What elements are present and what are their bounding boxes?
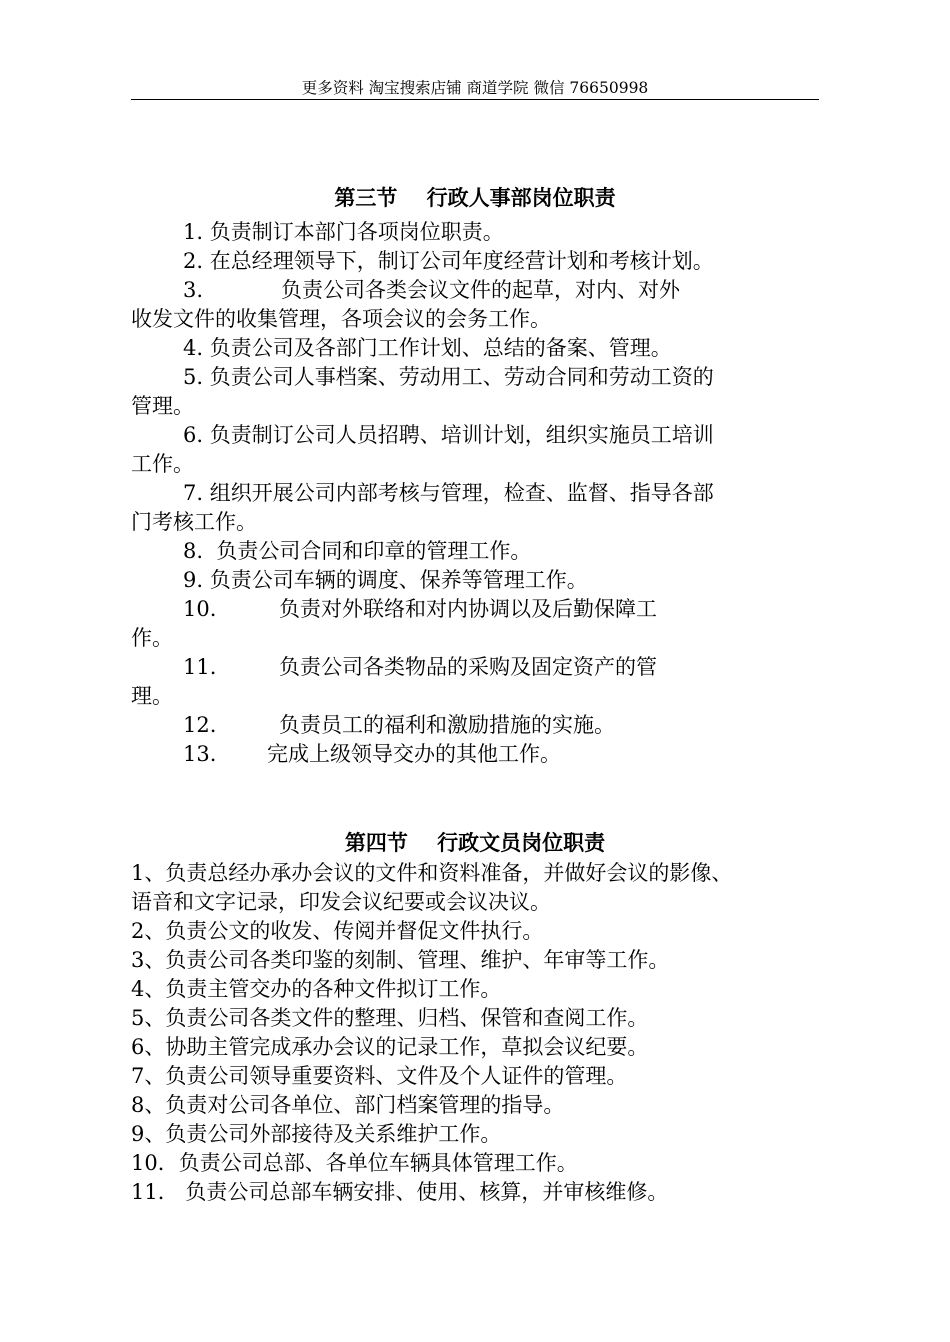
s4-item-7: 7、负责公司领导重要资料、文件及个人证件的管理。 [131,1064,628,1088]
s3-item-6: 6. 负责制订公司人员招聘、培训计划，组织实施员工培训 工作。 [131,423,714,476]
s3-item-13: 13. 完成上级领导交办的其他工作。 [183,742,561,766]
header-rule [131,99,819,100]
page-header: 更多资料 淘宝搜索店铺 商道学院 微信 76650998 [301,79,649,97]
s4-item-9: 9、负责公司外部接待及关系维护工作。 [131,1122,502,1146]
section3-title: 第三节 行政人事部岗位职责 [334,185,616,210]
s3-item-9: 9. 负责公司车辆的调度、保养等管理工作。 [183,568,588,592]
s3-item-7: 7. 组织开展公司内部考核与管理，检查、监督、指导各部 门考核工作。 [131,481,714,534]
s4-item-8: 8、负责对公司各单位、部门档案管理的指导。 [131,1093,565,1117]
s3-item-4: 4. 负责公司及各部门工作计划、总结的备案、管理。 [183,336,672,360]
s3-item-1: 1. 负责制订本部门各项岗位职责。 [183,220,504,244]
s3-item-2: 2. 在总经理领导下，制订公司年度经营计划和考核计划。 [183,249,714,273]
s4-item-2: 2、负责公文的收发、传阅并督促文件执行。 [131,919,544,943]
section4-title: 第四节 行政文员岗位职责 [344,830,606,855]
s3-item-12: 12. 负责员工的福利和激励措施的实施。 [183,713,615,737]
document-body [131,178,831,1207]
s4-item-10: 10．负责公司总部、各单位车辆具体管理工作。 [131,1151,578,1175]
s3-item-11: 11. 负责公司各类物品的采购及固定资产的管 理。 [131,655,657,708]
s4-item-4: 4、负责主管交办的各种文件拟订工作。 [131,977,502,1001]
s4-item-3: 3、负责公司各类印鉴的刻制、管理、维护、年审等工作。 [131,948,670,972]
s4-item-11: 11． 负责公司总部车辆安排、使用、核算，并审核维修。 [131,1180,669,1204]
s3-item-10: 10. 负责对外联络和对内协调以及后勤保障工 作。 [131,597,657,650]
s3-item-3: 3. 负责公司各类会议文件的起草，对内、对外 收发文件的收集管理，各项会议的会务工作。 [131,278,680,331]
s4-item-1: 1、负责总经办承办会议的文件和资料准备，并做好会议的影像、 语音和文字记录，印发会议纪要或会议决议。 [131,861,733,914]
s4-item-6: 6、协助主管完成承办会议的记录工作，草拟会议纪要。 [131,1035,649,1059]
section-gap [131,769,831,827]
s3-item-8: 8. 负责公司合同和印章的管理工作。 [183,539,532,563]
s4-item-5: 5、负责公司各类文件的整理、归档、保管和查阅工作。 [131,1006,649,1030]
s3-item-5: 5. 负责公司人事档案、劳动用工、劳动合同和劳动工资的 管理。 [131,365,714,418]
